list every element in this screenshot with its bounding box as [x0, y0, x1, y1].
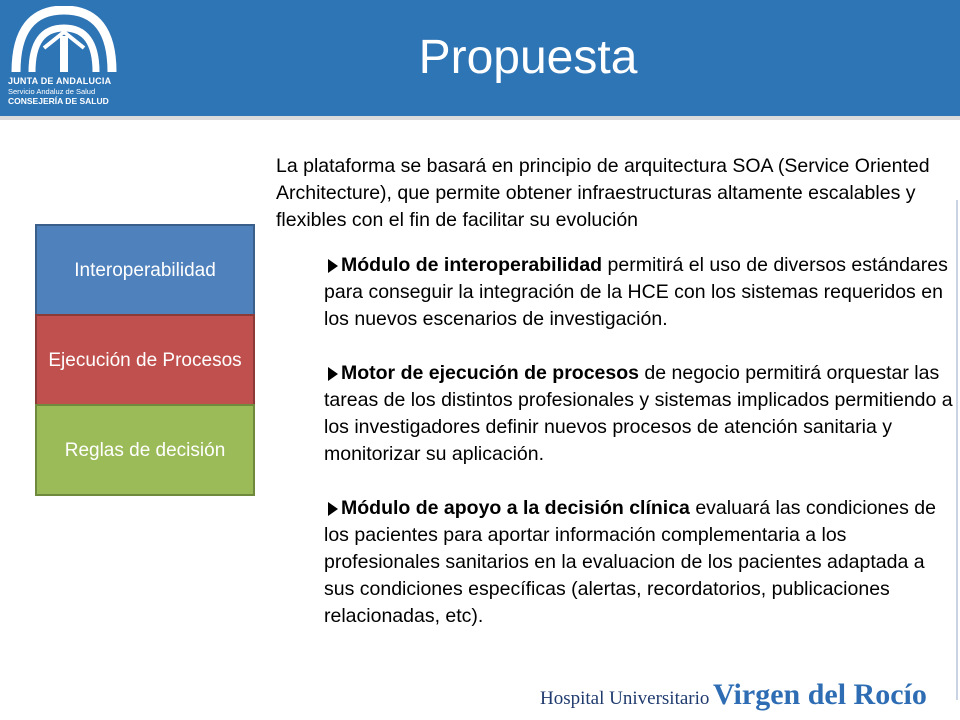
bullet-bold: Motor de ejecución de procesos: [341, 362, 639, 384]
block-interoperabilidad: Interoperabilidad: [35, 224, 255, 316]
bullet-bold: Módulo de apoyo a la decisión clínica: [341, 497, 690, 519]
arrow-bullet-icon: [328, 367, 338, 381]
arrow-bullet-icon: [328, 259, 338, 273]
hospital-logo: [540, 676, 940, 716]
footer-hospital: Hospital Universitario: [540, 688, 710, 709]
arrow-bullet-icon: [328, 502, 338, 516]
bullet-item: [324, 360, 956, 468]
logo-line-1: JUNTA DE ANDALUCIA: [8, 76, 112, 86]
right-divider: [956, 200, 958, 700]
bullet-text: permitirá el uso de diversos estándares para conseguir la integración de la HCE con los sistemas requeridos en los nuevos escenarios de investigación.: [324, 254, 948, 330]
slide-title: Propuesta: [418, 31, 638, 84]
footer-hospital-name: Virgen del Rocío: [713, 678, 927, 711]
bullet-bold: Módulo de interoperabilidad: [341, 254, 603, 276]
logo-line-2: Servicio Andaluz de Salud: [8, 87, 96, 96]
block-reglas-decision: Reglas de decisión: [35, 404, 255, 496]
block-ejecucion-procesos: Ejecución de Procesos: [35, 314, 255, 406]
bullet-text: de negocio permitirá orquestar las tareas de los distintos profesionales y sistemas implicados permitiendo a los investigadores definir nuevos procesos de atención sanitaria y monitorizar su aplicación.: [324, 362, 953, 465]
bullet-item: [324, 252, 956, 333]
intro-paragraph: La plataforma se basará en principio de arquitectura SOA (Service Oriented Architecture), que permite obtener infraestructuras altamente escalables y flexibles con el fin de facilitar su evolución: [276, 155, 930, 231]
header-bar: [0, 0, 960, 120]
content-text: [276, 153, 956, 657]
logo-line-3: CONSEJERÍA DE SALUD: [8, 96, 109, 106]
bullet-item: [324, 495, 956, 630]
bullet-text: evaluará las condiciones de los pacientes para aportar información complementaria a los profesionales sanitarios en la evaluacion de los pacientes adaptada a sus condiciones específicas (alertas, recordatorios, publicaciones relacionadas, etc).: [324, 497, 936, 627]
